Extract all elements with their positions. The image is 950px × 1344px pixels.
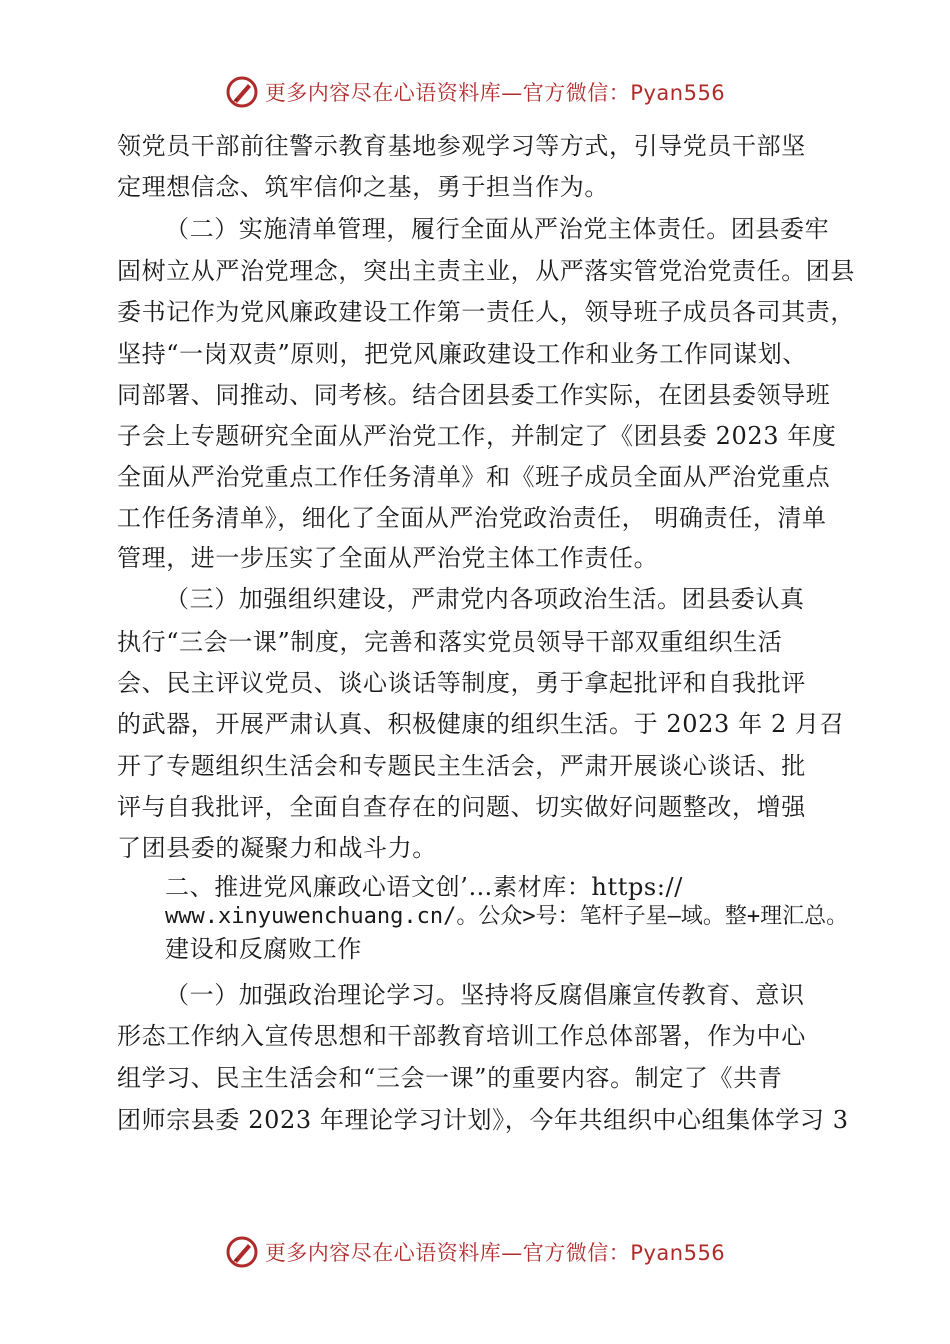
section-heading-line: 二、推进党风廉政心语文创’…素材库：https:// (165, 873, 683, 901)
body-line: 定理想信念、筑牢信仰之基，勇于担当作为。 (117, 173, 609, 201)
body-line: 管理，进一步压实了全面从严治党主体工作责任。 (117, 544, 659, 572)
header-banner-text: 更多内容尽在心语资料库—官方微信：Pyan556 (264, 81, 726, 105)
body-line: 工作任务清单》，细化了全面从严治党政治责任， 明确责任，清单 (117, 504, 827, 532)
body-line: 全面从严治党重点工作任务清单》和《班子成员全面从严治党重点 (117, 463, 831, 491)
body-line: 组学习、民主生活会和“三会一课”的重要内容。制定了《共青 (117, 1064, 783, 1092)
body-line: 团师宗县委 2023 年理论学习计划》，今年共组织中心组集体学习 3 (117, 1106, 849, 1134)
body-line: （三）加强组织建设，严肃党内各项政治生活。团县委认真 (165, 585, 805, 613)
body-line: 同部署、同推动、同考核。结合团县委工作实际，在团县委领导班 (117, 381, 831, 409)
brush-logo-icon (225, 75, 259, 109)
source-url-line: www.xinyuwenchuang.cn/。公众>号：笔杆子星—域。整+理汇总。 (165, 904, 849, 929)
body-line: 坚持“一岗双责”原则，把党风廉政建设工作和业务工作同谋划、 (117, 340, 807, 368)
section-heading-line: 建设和反腐败工作 (165, 935, 362, 963)
body-line: 子会上专题研究全面从严治党工作，并制定了《团县委 2023 年度 (117, 422, 837, 450)
body-line: 执行“三会一课”制度，完善和落实党员领导干部双重组织生活 (117, 628, 783, 656)
brush-logo-icon (225, 1235, 259, 1269)
body-line: （二）实施清单管理，履行全面从严治党主体责任。团县委牢 (165, 215, 830, 243)
body-line: 领党员干部前往警示教育基地参观学习等方式，引导党员干部坚 (117, 132, 806, 160)
body-line: 会、民主评议党员、谈心谈话等制度，勇于拿起批评和自我批评 (117, 669, 806, 697)
footer-banner-text: 更多内容尽在心语资料库—官方微信：Pyan556 (264, 1241, 726, 1265)
body-line: 开了专题组织生活会和专题民主生活会，严肃开展谈心谈话、批 (117, 752, 806, 780)
body-line: 评与自我批评，全面自查存在的问题、切实做好问题整改，增强 (117, 793, 806, 821)
body-line: 形态工作纳入宣传思想和干部教育培训工作总体部署，作为中心 (117, 1022, 806, 1050)
footer-banner (0, 1230, 950, 1274)
body-line: 的武器，开展严肃认真、积极健康的组织生活。于 2023 年 2 月召 (117, 710, 845, 738)
header-banner (0, 70, 950, 114)
body-line: （一）加强政治理论学习。坚持将反腐倡廉宣传教育、意识 (165, 981, 805, 1009)
body-line: 固树立从严治党理念，突出主责主业，从严落实管党治党责任。团县 (117, 257, 855, 285)
body-line: 了团县委的凝聚力和战斗力。 (117, 834, 437, 862)
body-line: 委书记作为党风廉政建设工作第一责任人，领导班子成员各司其责， (117, 298, 855, 326)
